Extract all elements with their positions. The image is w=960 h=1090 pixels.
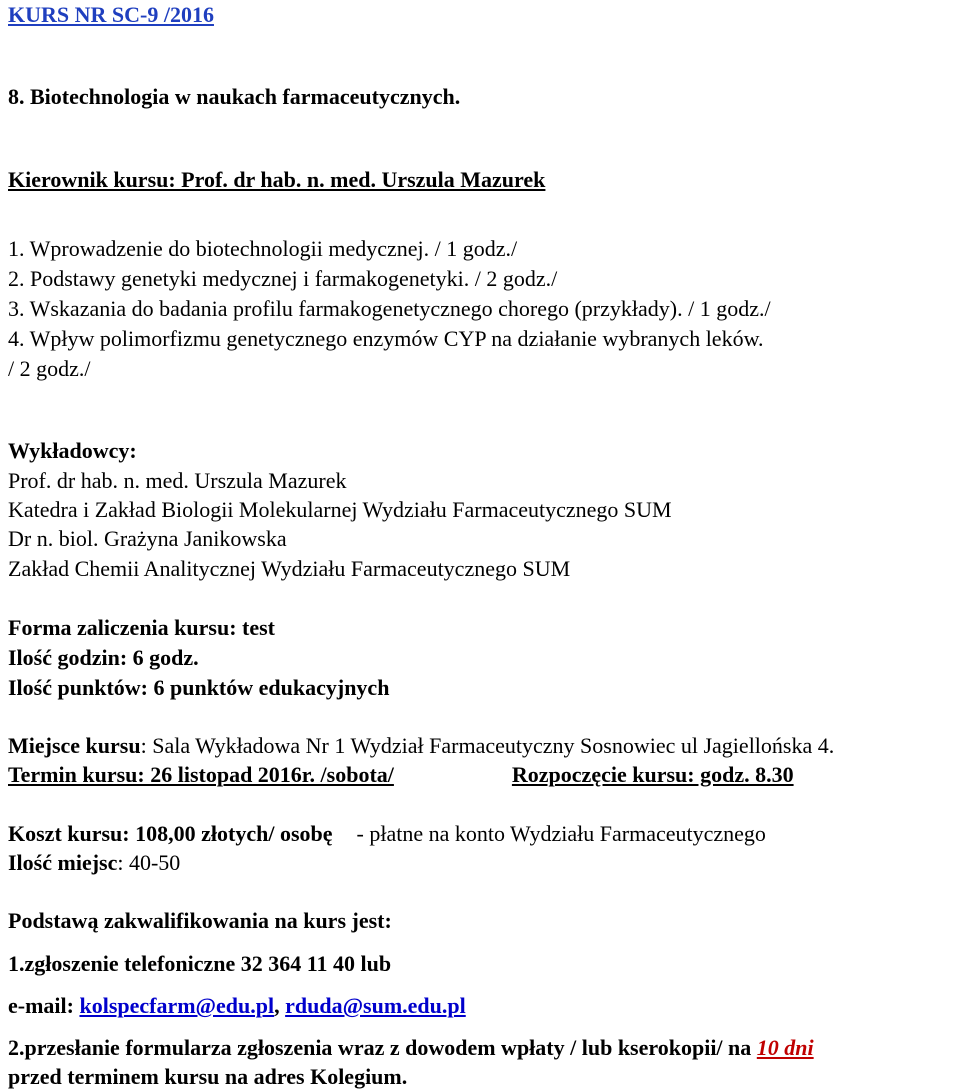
deadline-highlight: 10 dni bbox=[756, 1035, 814, 1060]
course-schedule bbox=[8, 762, 794, 788]
email-link-rduda[interactable]: rduda@sum.edu.pl bbox=[285, 993, 466, 1018]
topic-4-hours: / 2 godz./ bbox=[8, 356, 91, 381]
hours-count: Ilość godzin: 6 godz. bbox=[8, 645, 199, 670]
location-label: Miejsce kursu bbox=[8, 733, 141, 758]
topic-2: 2. Podstawy genetyki medycznej i farmakogenetyki. / 2 godz./ bbox=[8, 266, 558, 291]
course-location bbox=[8, 733, 834, 759]
lecturer-2-name: Dr n. biol. Grażyna Janikowska bbox=[8, 526, 287, 551]
course-cost bbox=[8, 821, 766, 847]
qualification-heading: Podstawą zakwalifikowania na kurs jest: bbox=[8, 908, 392, 933]
email-separator: , bbox=[274, 993, 286, 1018]
course-code: KURS NR SC-9 /2016 bbox=[8, 2, 214, 27]
topic-4: 4. Wpływ polimorfizmu genetycznego enzymów CYP na działanie wybranych leków. bbox=[8, 326, 764, 351]
form-submission bbox=[8, 1035, 814, 1061]
schedule-start: Rozpoczęcie kursu: godz. 8.30 bbox=[511, 762, 794, 787]
seats bbox=[8, 850, 180, 876]
lecturer-2-affiliation: Zakład Chemii Analitycznej Wydziału Farmaceutycznego SUM bbox=[8, 556, 571, 581]
assessment-form: Forma zaliczenia kursu: test bbox=[8, 615, 275, 640]
topic-3: 3. Wskazania do badania profilu farmakogenetycznego chorego (przykłady). / 1 godz./ bbox=[8, 296, 771, 321]
course-director: Kierownik kursu: Prof. dr hab. n. med. Urszula Mazurek bbox=[8, 167, 546, 192]
lecturer-1-affiliation: Katedra i Zakład Biologii Molekularnej Wydziału Farmaceutycznego SUM bbox=[8, 497, 672, 522]
final-line: przed terminem kursu na adres Kolegium. bbox=[8, 1064, 408, 1089]
lecturers-heading: Wykładowcy: bbox=[8, 438, 137, 463]
cost-label: Koszt kursu: 108,00 złotych/ osobę bbox=[8, 821, 333, 846]
course-title: 8. Biotechnologia w naukach farmaceutycznych. bbox=[8, 84, 461, 109]
email-line bbox=[8, 993, 466, 1019]
cost-note: - płatne na konto Wydziału Farmaceutycznego bbox=[356, 821, 766, 846]
location-value: : Sala Wykładowa Nr 1 Wydział Farmaceutyczny Sosnowiec ul Jagiellońska 4. bbox=[140, 733, 835, 758]
phone-registration: 1.zgłoszenie telefoniczne 32 364 11 40 lub bbox=[8, 951, 392, 976]
email-link-kolspecfarm[interactable]: kolspecfarm@edu.pl bbox=[79, 993, 275, 1018]
schedule-date: Termin kursu: 26 listopad 2016r. /sobota/ bbox=[8, 762, 394, 787]
topic-1: 1. Wprowadzenie do biotechnologii medycznej. / 1 godz./ bbox=[8, 236, 518, 261]
seats-label: Ilość miejsc bbox=[8, 850, 118, 875]
schedule-gap bbox=[394, 762, 512, 788]
form-submission-text: 2.przesłanie formularza zgłoszenia wraz z dowodem wpłaty / lub kserokopii/ na bbox=[8, 1035, 757, 1060]
lecturer-1-name: Prof. dr hab. n. med. Urszula Mazurek bbox=[8, 468, 347, 493]
points-count: Ilość punktów: 6 punktów edukacyjnych bbox=[8, 675, 390, 700]
email-label: e-mail: bbox=[8, 993, 80, 1018]
seats-value: : 40-50 bbox=[117, 850, 181, 875]
